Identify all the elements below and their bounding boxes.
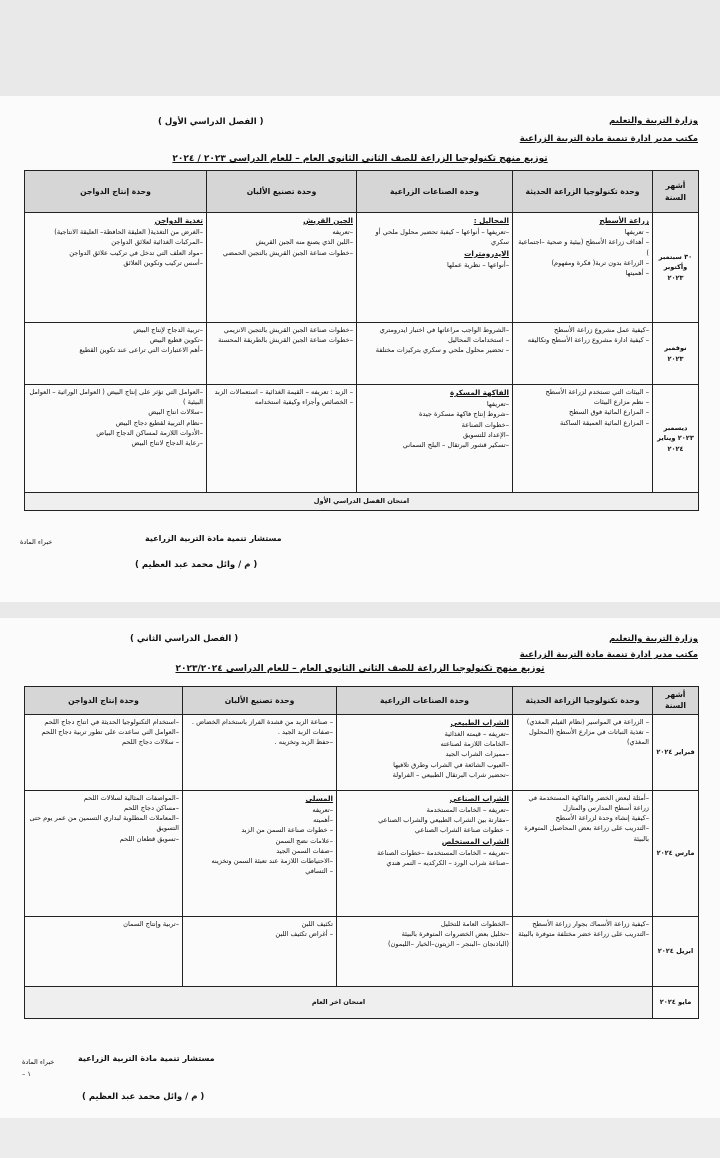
table-row bbox=[25, 385, 699, 493]
cell bbox=[337, 714, 513, 790]
page-title: توزيع منهج تكنولوجيا الزراعة للصف الثاني الثانوي العام – للعام الدراسي ٢٠٢٣ / ٢٠٢٤ bbox=[172, 154, 548, 164]
bottom-margin bbox=[0, 1118, 720, 1158]
cell-line: –كيفية عمل مشروع زراعة الأسطح bbox=[553, 326, 649, 334]
cell-line: –المعاملات المطلوبة لبداري التسمين من عمر يوم حتى التسويق bbox=[29, 814, 179, 833]
term-label: ( الفصل الدراسي الثاني ) bbox=[130, 634, 239, 644]
cell-line: –التدريب على زراعة بعض المحاصيل المتوفرة بالبيئة bbox=[524, 824, 649, 843]
header-modern-agriculture: وحدة تكنولوجيا الزراعة الحديثة bbox=[513, 171, 653, 213]
cell-line: – الزبد : تعريفه – القيمة الغذائية – استعمالات الزبد – الخصائص وأجزاء وكيفية استخدامه bbox=[214, 388, 353, 407]
cell-line: – تحضير محلول ملحي و سكري بتركيزات مختلفة bbox=[375, 346, 509, 355]
exam-row bbox=[25, 986, 699, 1018]
cell-title: الفاكهة المسكرة bbox=[449, 388, 509, 397]
cell-line: –الخامات اللازمة لصناعته bbox=[440, 740, 509, 749]
cell-line: –خطوات صناعة الجبن القريش بالتجبن الانزيمي bbox=[223, 326, 353, 334]
cell-line: –العوامل التي تؤثر على إنتاج البيض ( العوامل الوراثية – العوامل البيئية ) bbox=[29, 388, 203, 407]
cell bbox=[337, 916, 513, 986]
cell-line: –سلالات انتاج البيض bbox=[148, 408, 203, 417]
cell bbox=[183, 916, 337, 986]
cell-line: –تعريفه – قيمته الغذائية bbox=[444, 729, 509, 738]
cell bbox=[183, 790, 337, 916]
cell-line: –الإعداد للتسويق bbox=[463, 430, 509, 439]
cell-line: –مميزات الشراب الجيد bbox=[445, 750, 509, 759]
cell-line: –تعريفه bbox=[332, 228, 353, 237]
cell-line: – خطوات صناعة السمن من الزبد bbox=[241, 826, 333, 835]
cell-line: –الغرض من التغذية( العليقة الحافظة– العليقة الانتاجية) bbox=[54, 228, 203, 237]
cell-line: – أغراض تكثيف اللبن bbox=[275, 930, 333, 938]
cell-line: –تكوين قطيع البيض bbox=[149, 336, 203, 345]
month-cell: ابريل ٢٠٢٤ bbox=[653, 916, 699, 986]
cell-line: – كيفية ادارة مشروع زراعة الأسطح وتكاليفه bbox=[527, 336, 649, 345]
experts-label: خبراء المادة bbox=[22, 1058, 55, 1066]
cell bbox=[25, 323, 207, 385]
cell-title: الشراب الصناعي bbox=[449, 793, 509, 803]
cell-line: –خطوات صناعة الجبن القريش بالطريقة المحسنة bbox=[218, 336, 353, 345]
cell-line: –أهميته bbox=[313, 816, 333, 825]
cell-line: –كيفية زراعة الأسماك بجوار زراعة الأسطح bbox=[532, 919, 649, 928]
cell-line: –أنواعها – نظرية عملها bbox=[447, 260, 509, 269]
cell bbox=[25, 916, 183, 986]
cell-line: – التسافي bbox=[305, 867, 333, 876]
cell-line: –الأدوات اللازمة لمساكن الدجاج البياض bbox=[96, 428, 203, 437]
cell-line: –تسويق قطعان اللحم bbox=[119, 834, 179, 843]
page-title: توزيع منهج تكنولوجيا الزراعة للصف الثاني الثانوي العام – للعام الدراسي ٢٠٢٣/٢٠٢٤ bbox=[175, 664, 545, 674]
cell-line: –تربية الدجاج لإنتاج البيض bbox=[133, 326, 203, 334]
table-row bbox=[25, 714, 699, 790]
cell-line: –العوامل التي ساعدت على تطور تربية دجاج اللحم bbox=[41, 728, 179, 736]
cell-line: –أمثلة لبعض الخضر والفاكهة المستخدمة في زراعة أسطح المدارس والمنازل bbox=[528, 793, 649, 812]
cell-line: –تعريفه bbox=[312, 805, 333, 814]
month-cell: نوفمبر ٢٠٢٣ bbox=[653, 323, 699, 385]
cell-line: –تحضير شراب البرتقال الطبيعي – الفراولة bbox=[392, 770, 509, 779]
cell-line: – نظم مزارع البيئات bbox=[593, 398, 649, 407]
table-header-row bbox=[25, 687, 699, 715]
cell-line: –المركبات الغذائية لعلائق الدواجن bbox=[111, 238, 203, 247]
cell-line: –اللبن الذي يصنع منه الجبن القريش bbox=[255, 238, 353, 247]
cell-line: –علامات نضج السمن bbox=[275, 836, 333, 845]
cell bbox=[25, 385, 207, 493]
page-number: ١ – bbox=[22, 1070, 31, 1078]
cell bbox=[25, 714, 183, 790]
exam-cell: امتحان اخر العام bbox=[25, 986, 653, 1018]
cell bbox=[25, 213, 207, 323]
month-cell: ديسمبر ٢٠٢٣ ويناير ٢٠٢٤ bbox=[653, 385, 699, 493]
cell-line: – البيئات التي تستخدم لزراعة الأسطح bbox=[545, 388, 649, 396]
ministry-label: وزارة التربية والتعليم bbox=[609, 116, 698, 126]
cell-line: –الشروط الواجب مراعاتها في اختبار ايدرومتري bbox=[379, 326, 509, 334]
month-cell: مارس ٢٠٢٤ bbox=[653, 790, 699, 916]
cell-line: –مواد العلف التي تدخل في تركيب علائق الدواجن bbox=[69, 248, 203, 257]
cell-line: –التدريب على زراعة خضر مختلفة متوفرة بالبيئة bbox=[518, 930, 649, 938]
curriculum-table bbox=[24, 686, 699, 1019]
cell-line: –صفات الزبد الجيد . bbox=[277, 728, 333, 736]
cell-title: الشراب الطبيعي bbox=[450, 717, 509, 727]
cell-line: –استخدام التكنولوجيا الحديثة في انتاج دجاج اللحم bbox=[44, 717, 179, 726]
cell-line: – الزراعة بدون تربة( فكرة ومفهوم) bbox=[551, 258, 649, 267]
cell-title: الجبن القريش bbox=[303, 216, 353, 225]
table-row bbox=[25, 790, 699, 916]
signature-label: ( م / وائل محمد عبد العظيم ) bbox=[135, 560, 258, 570]
office-label: مكتب مدير ادارة تنمية مادة التربية الزراعية bbox=[519, 134, 698, 144]
cell-line: –تربية وإنتاج السمان bbox=[123, 919, 179, 928]
month-cell: مايو ٢٠٢٤ bbox=[653, 986, 699, 1018]
cell-title: الشراب المستخلص bbox=[441, 836, 509, 846]
cell-line: –خطوات صناعة الجبن القريش بالتجبن الحمضي bbox=[222, 248, 353, 257]
cell-line: –العيوب الشائعة في الشراب وطرق تلافيها bbox=[393, 760, 509, 769]
cell-line: –حفظ الزبد وتخزينه . bbox=[274, 738, 333, 747]
cell bbox=[513, 916, 653, 986]
cell-title: المحاليل : bbox=[473, 216, 509, 225]
table-header-row bbox=[25, 171, 699, 213]
cell bbox=[357, 213, 513, 323]
cell-line: –الخطوات العامة للتخليل bbox=[440, 919, 509, 928]
cell bbox=[513, 385, 653, 493]
cell-title: المسلى bbox=[305, 793, 333, 803]
cell-title: الايدرومترات bbox=[464, 248, 509, 258]
cell-line: –نظام التربية لقطيع دجاج البيض bbox=[115, 418, 203, 427]
header-months: أشهر السنة bbox=[653, 687, 699, 715]
table-row bbox=[25, 916, 699, 986]
cell-line: –المواصفات المثالية لسلالات اللحم bbox=[83, 793, 179, 802]
cell-line: –مقارنة بين الشراب الطبيعي والشراب الصناعي bbox=[378, 816, 509, 825]
cell bbox=[337, 790, 513, 916]
cell-line: –تخليل بعض الخضروات المتوفرة بالبيئة bbox=[401, 930, 509, 938]
cell-line: –أسس تركيب وتكوين العلائق bbox=[123, 258, 203, 267]
cell-line: – سلالات دجاج اللحم bbox=[122, 738, 179, 747]
cell-line: – الزراعة في المواسير (نظام الفيلم المغذي) bbox=[526, 717, 649, 726]
header-dairy: وحدة تصنيع الألبان bbox=[183, 687, 337, 715]
cell-line: –تعريفها bbox=[486, 400, 509, 409]
table-row bbox=[25, 213, 699, 323]
cell-line: –صفات السمن الجيد bbox=[276, 846, 333, 855]
cell bbox=[513, 790, 653, 916]
cell bbox=[183, 714, 337, 790]
header-modern-agriculture: وحدة تكنولوجيا الزراعة الحديثة bbox=[513, 687, 653, 715]
office-label: مكتب مدير ادارة تنمية مادة التربية الزراعية bbox=[519, 650, 698, 660]
cell-line: –رعاية الدجاج لانتاج البيض bbox=[131, 439, 203, 448]
header-agri-industries: وحدة الصناعات الزراعية bbox=[337, 687, 513, 715]
month-cell: فبراير ٢٠٢٤ bbox=[653, 714, 699, 790]
cell-line: – المزارع المائية العميقة الساكنة bbox=[559, 418, 649, 427]
curriculum-table bbox=[24, 170, 699, 511]
exam-row bbox=[25, 493, 699, 511]
cell bbox=[25, 790, 183, 916]
first-term-sheet bbox=[0, 96, 720, 602]
cell-line: تكثيف اللبن bbox=[301, 919, 333, 928]
cell-line: – صناعة الزبد من قشدة الفراز باستخدام الخضاض . bbox=[191, 717, 333, 726]
cell-line: –صناعة شراب الورد – الكركديه – التمر هندي bbox=[386, 858, 509, 867]
header-dairy: وحدة تصنيع الألبان bbox=[207, 171, 357, 213]
cell-title: تغذية الدواجن bbox=[154, 216, 203, 225]
header-poultry: وحدة إنتاج الدواجن bbox=[25, 171, 207, 213]
month-cell: ٣٠ سبتمبر وأكتوبر ٢٠٢٣ bbox=[653, 213, 699, 323]
cell-line: – المزارع المائية فوق السطح bbox=[568, 408, 649, 417]
cell-title: زراعة الأسطح bbox=[599, 216, 649, 225]
cell bbox=[357, 385, 513, 493]
cell bbox=[207, 385, 357, 493]
cell-line: – أهميتها bbox=[625, 269, 649, 278]
cell-line: –الاحتياطات اللازمة عند تعبئة السمن وتخزينه bbox=[211, 857, 333, 866]
cell bbox=[207, 213, 357, 323]
header-poultry: وحدة إنتاج الدواجن bbox=[25, 687, 183, 715]
cell-line: – تعريفها bbox=[624, 228, 649, 237]
cell-line: – استخدامات المحاليل bbox=[447, 336, 509, 345]
exam-cell: امتحان الفصل الدراسي الأول bbox=[25, 493, 699, 511]
cell-line: – خطوات صناعة الشراب الصناعي bbox=[414, 826, 509, 835]
experts-label: خبراء المادة bbox=[20, 538, 53, 546]
header-months: أشهر السنة bbox=[653, 171, 699, 213]
cell-line: –تعريفه – الخامات المستخدمة –خطوات الصناعة bbox=[377, 848, 509, 857]
term-label: ( الفصل الدراسي الأول ) bbox=[158, 117, 264, 127]
table-row bbox=[25, 323, 699, 385]
cell-line: – أهداف زراعة الأسطح (بيئية و صحية –اجتماعية ) bbox=[518, 238, 649, 257]
advisor-label: مستشار تنمية مادة التربية الزراعية bbox=[145, 534, 282, 543]
cell-line: –تعريفها – أنواعها – كيفية تحضير محلول ملحي أو سكري bbox=[375, 228, 509, 247]
cell-line: –مساكن دجاج اللحم bbox=[123, 804, 179, 812]
cell-line: –كيفية إنشاء وحدة لزراعة الأسطح bbox=[555, 814, 649, 823]
cell-line: –شروط إنتاج فاكهة مسكرة جيدة bbox=[418, 410, 509, 419]
cell bbox=[513, 213, 653, 323]
second-term-sheet bbox=[0, 618, 720, 1118]
cell bbox=[513, 323, 653, 385]
signature-label: ( م / وائل محمد عبد العظيم ) bbox=[82, 1092, 205, 1102]
ministry-label: وزارة التربية والتعليم bbox=[609, 634, 698, 644]
cell-line: –تعريفه – الخامات المستخدمة bbox=[426, 805, 509, 814]
cell bbox=[207, 323, 357, 385]
header-agri-industries: وحدة الصناعات الزراعية bbox=[357, 171, 513, 213]
cell-line: – تغذية النباتات في مزارع الأسطح (المحلول المغذي) bbox=[528, 728, 649, 747]
cell-line: –أهم الاعتبارات التي تراعى عند تكوين القطيع bbox=[79, 346, 203, 355]
cell-line: (الباذنجان –البنجر – الزيتون–الخيار –الليمون) bbox=[387, 940, 509, 949]
advisor-label: مستشار تنمية مادة التربية الزراعية bbox=[78, 1054, 215, 1063]
cell bbox=[357, 323, 513, 385]
cell-line: –تسكير قشور البرتقال – البلح السماني bbox=[402, 441, 509, 450]
cell-line: –خطوات الصناعة bbox=[461, 420, 509, 429]
cell bbox=[513, 714, 653, 790]
